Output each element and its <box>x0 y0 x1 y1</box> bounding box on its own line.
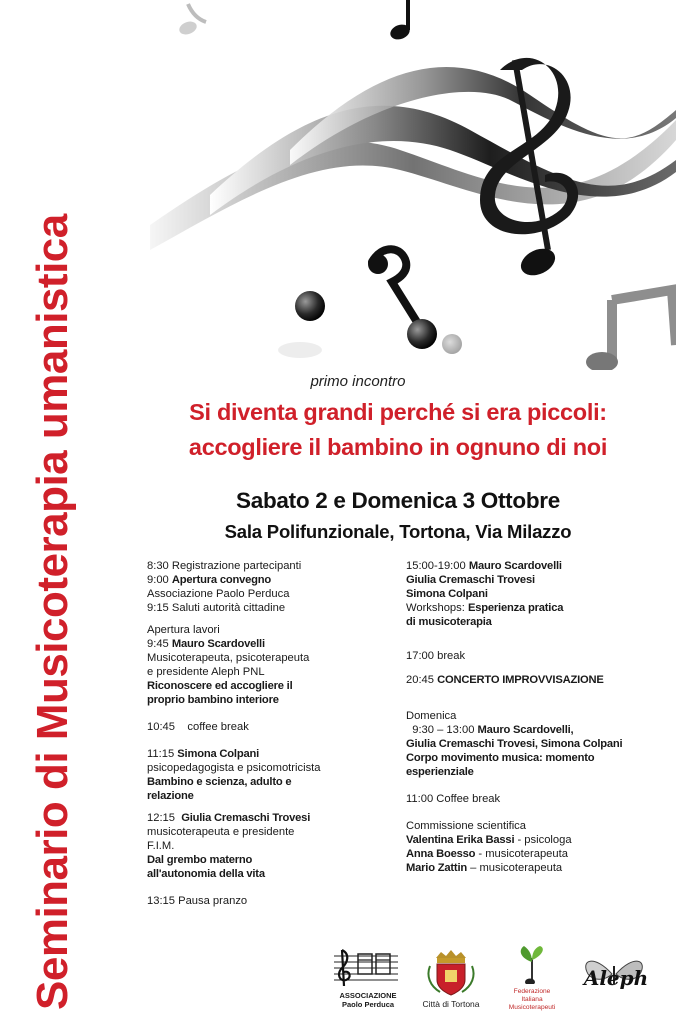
speaker-name: Giulia Cremaschi Trovesi <box>181 812 311 824</box>
time: 9:45 <box>147 638 172 650</box>
program-line: Associazione Paolo Perduca <box>147 588 290 600</box>
talk-title: Dal grembo materno <box>147 854 253 866</box>
sprout-icon <box>500 944 564 984</box>
logo-tortona <box>416 950 486 1014</box>
coat-of-arms-icon <box>416 950 486 996</box>
speaker-name: Giulia Cremaschi Trovesi <box>406 574 535 586</box>
event-name: Apertura convegno <box>171 574 272 586</box>
headline-line-2: accogliere il bambino in ognuno di noi <box>188 434 608 460</box>
person-name: Anna Boesso <box>406 848 476 860</box>
music-note-icon <box>612 290 676 345</box>
program-line: 10:45 coffee break <box>147 721 249 733</box>
sphere-decoration <box>442 334 462 354</box>
time: 11:15 <box>147 748 178 760</box>
role: - musicoterapeuta <box>475 848 568 860</box>
role: – musicoterapeuta <box>467 862 563 874</box>
sphere-decoration <box>278 342 322 358</box>
logo-caption: Paolo Perduca <box>341 1000 395 1009</box>
logo-caption: Italiana <box>521 996 543 1003</box>
program-block <box>147 559 377 615</box>
time: 12:15 <box>147 812 182 824</box>
talk-title: Esperienza pratica <box>467 602 564 614</box>
speaker-name: Mauro Scardovelli <box>468 560 562 572</box>
talk-title: relazione <box>147 790 194 802</box>
program-line <box>406 673 666 687</box>
program-line <box>406 723 666 737</box>
speaker-name: Giulia Cremaschi Trovesi, Simona Colpani <box>406 738 623 750</box>
program-line: 11:00 Coffee break <box>406 793 501 805</box>
program-block <box>406 559 666 629</box>
time: 9:00 <box>147 574 172 586</box>
note-head <box>517 244 560 281</box>
talk-title: esperienziale <box>406 766 474 778</box>
program-line: 17:00 break <box>406 650 466 662</box>
time: 15:00-19:00 <box>406 560 469 572</box>
program-line <box>406 847 666 861</box>
program-line <box>406 559 666 573</box>
talk-title: proprio bambino interiore <box>147 694 279 706</box>
music-note-icon <box>188 4 206 22</box>
program-block <box>406 819 666 875</box>
program-block <box>406 709 666 779</box>
program-line <box>147 573 377 587</box>
program-line <box>147 747 377 761</box>
talk-title: Corpo movimento musica: momento <box>406 752 595 764</box>
speaker-name: Simona Colpani <box>406 588 488 600</box>
speaker-name: Mauro Scardovelli, <box>477 724 574 736</box>
program-line <box>406 833 666 847</box>
program-block <box>147 747 377 803</box>
program-left <box>147 559 377 908</box>
program-line <box>147 811 377 825</box>
program-block <box>147 811 377 881</box>
event-dates: Sabato 2 e Domenica 3 Ottobre <box>236 488 560 513</box>
speaker-name: Mauro Scardovelli <box>171 638 265 650</box>
talk-title: Riconoscere ed accogliere il <box>147 680 293 692</box>
program-line: Domenica <box>406 710 457 722</box>
program-line: psicopedagogista e psicomotricista <box>147 762 321 774</box>
talk-title: all'autonomia della vita <box>147 868 265 880</box>
program-line: 8:30 Registrazione partecipanti <box>147 560 302 572</box>
label: Workshops: <box>406 602 468 614</box>
sponsor-logos <box>330 944 670 1016</box>
program-line <box>406 601 666 615</box>
program-line: Commissione scientifica <box>406 820 526 832</box>
program-line: 9:15 Saluti autorità cittadine <box>147 602 286 614</box>
program-line: e presidente Aleph PNL <box>147 666 265 678</box>
logo-aleph <box>574 952 654 1012</box>
talk-title: Bambino e scienza, adulto e <box>147 776 292 788</box>
program-line: 13:15 Pausa pranzo <box>147 895 248 907</box>
program-line: musicoterapeuta e presidente <box>147 826 295 838</box>
person-name: Valentina Erika Bassi <box>406 834 515 846</box>
time: 20:45 <box>406 674 438 686</box>
program-line <box>406 861 666 875</box>
time: 9:30 – 13:00 <box>406 724 478 736</box>
note-head <box>368 254 388 274</box>
treble-clef-icon <box>330 948 402 988</box>
note-head <box>177 19 198 36</box>
kicker: primo incontro <box>310 373 406 390</box>
talk-title: di musicoterapia <box>406 616 492 628</box>
logo-caption: Musicoterapeuti <box>508 1004 556 1011</box>
speaker-name: Simona Colpani <box>177 748 260 760</box>
logo-fim <box>500 944 564 1016</box>
logo-perduca <box>330 948 402 1014</box>
sphere-decoration <box>295 291 325 321</box>
headline-line-1: Si diventa grandi perché si era piccoli: <box>189 399 607 425</box>
music-ribbon <box>210 106 676 215</box>
program-line <box>147 637 377 651</box>
program-block <box>147 623 377 707</box>
program-line: F.I.M. <box>147 840 175 852</box>
program-line: Apertura lavori <box>147 624 220 636</box>
event-name: CONCERTO IMPROVVISAZIONE <box>437 674 604 686</box>
logo-caption: ASSOCIAZIONE <box>339 991 397 1000</box>
music-art <box>150 0 676 370</box>
role: - psicologa <box>514 834 572 846</box>
vertical-title: Seminario di Musicoterapia umanistica <box>28 214 77 1010</box>
person-name: Mario Zattin <box>406 862 467 874</box>
logo-caption: Città di Tortona <box>422 999 480 1009</box>
note-head <box>407 319 437 349</box>
program-line: Musicoterapeuta, psicoterapeuta <box>147 652 310 664</box>
event-venue: Sala Polifunzionale, Tortona, Via Milazzo <box>224 521 572 542</box>
program-right <box>406 559 666 875</box>
logo-caption: Federazione <box>513 988 551 995</box>
logo-text: Aleph <box>583 966 649 990</box>
